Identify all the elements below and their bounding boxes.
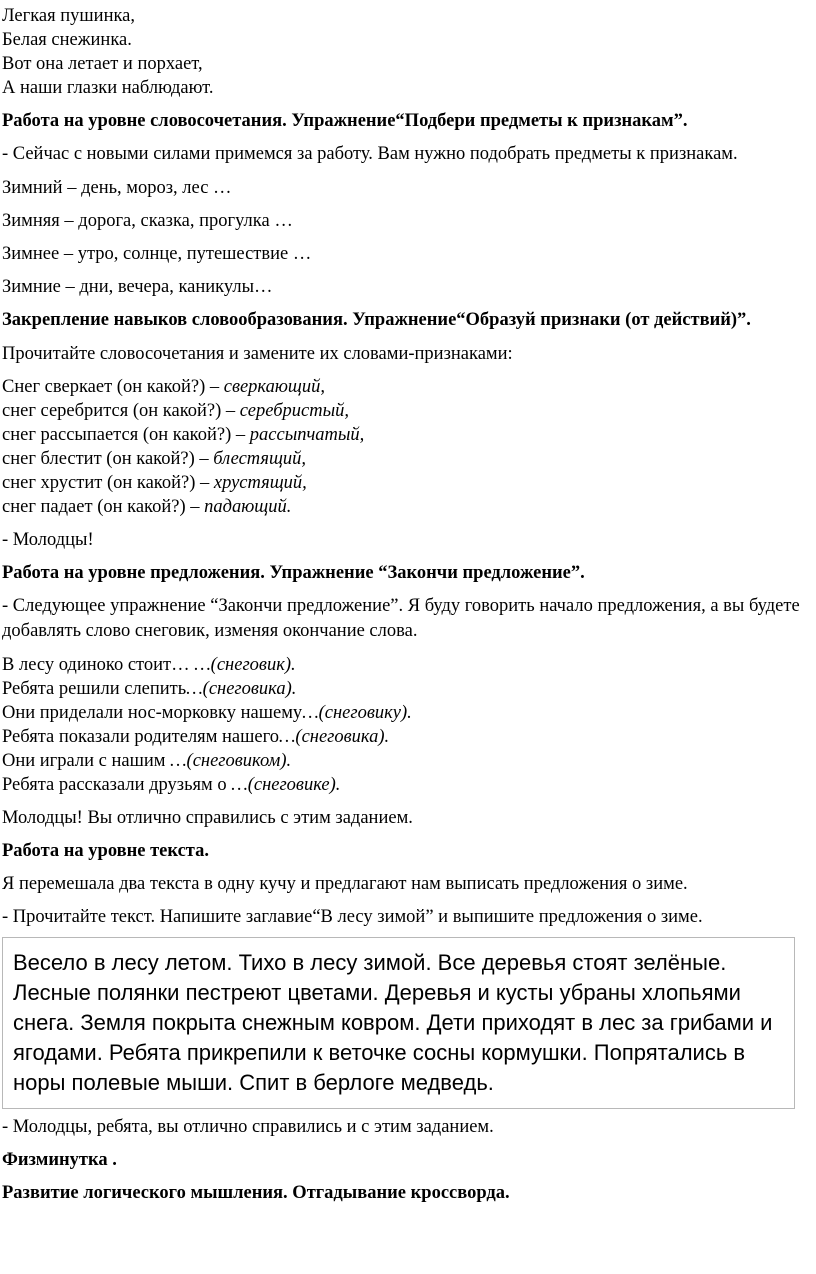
exercise-answer: …(снеговика). [186,679,297,699]
exercise-list [2,375,816,519]
exercise-question: снег рассыпается (он какой?) – [2,425,250,445]
exercise-row [2,701,816,725]
exercise-answer: блестящий, [213,449,307,469]
poem-line: Легкая пушинка, [2,6,136,26]
poem-line: Вот она летает и порхает, [2,54,203,74]
exercise-answer: …(снеговике). [231,775,341,795]
exercise-row [2,375,816,399]
mixed-text-box: Весело в лесу летом. Тихо в лесу зимой. Все деревья стоят зелёные. Лесные полянки пестреют цветами. Деревья и кусты убраны хлопьями снега. Земля покрыта снежным ковром. Дети приходят в лес за грибами и ягодами. Ребята прикрепили к веточке сосны кормушки. Попрятались в норы полевые мыши. Спит в берлоге медведь. [2,937,795,1109]
list-item: Зимний – день, мороз, лес … [2,178,232,198]
list-item: Зимняя – дорога, сказка, прогулка … [2,211,293,231]
exercise-answer: хрустящий, [213,473,307,493]
paragraph-intro: - Сейчас с новыми силами примемся за работу. Вам нужно подобрать предметы к признакам. [2,144,738,164]
exercise-row [2,399,816,423]
exercise-row [2,495,816,519]
exercise-question: Ребята решили слепить [2,679,187,699]
section-heading-phrase-level: Работа на уровне словосочетания. Упражнение“Подбери предметы к признакам”. [2,111,688,131]
exercise-answer: …(снеговика). [278,727,390,747]
exercise-question: Снег сверкает (он какой?) – [2,377,224,397]
poem-line: Белая снежинка. [2,30,132,50]
paragraph-intro: - Следующее упражнение “Закончи предложение”. Я буду говорить начало предложения, а вы будете добавлять слово снеговик, изменяя окончание слова. [2,596,800,641]
exercise-list [2,653,816,797]
exercise-row [2,423,816,447]
exercise-answer: серебристый, [239,401,349,421]
exercise-question: Ребята рассказали друзьям о [2,775,232,795]
exercise-question: Они играли с нашим [2,751,171,771]
exercise-row [2,677,816,701]
praise-text: - Молодцы! [2,530,94,550]
exercise-answer: …(снеговик). [194,655,296,675]
exercise-question: Они приделали нос-морковку нашему [2,703,303,723]
poem [2,4,816,100]
exercise-row [2,447,816,471]
exercise-row [2,725,816,749]
exercise-answer: …(снеговиком). [170,751,292,771]
list-item: Зимнее – утро, солнце, путешествие … [2,244,312,264]
praise-text: - Молодцы, ребята, вы отлично справились и с этим заданием. [2,1117,494,1137]
exercise-question: снег блестит (он какой?) – [2,449,214,469]
paragraph-intro: Прочитайте словосочетания и замените их словами-признаками: [2,344,513,364]
list-item: Зимние – дни, вечера, каникулы… [2,277,273,297]
paragraph-text: Я перемешала два текста в одну кучу и предлагают нам выписать предложения о зиме. [2,874,688,894]
section-heading-crossword: Развитие логического мышления. Отгадывание кроссворда. [2,1183,510,1203]
exercise-answer: рассыпчатый, [249,425,365,445]
exercise-row [2,471,816,495]
section-heading-physical-break: Физминутка . [2,1150,117,1170]
section-heading-text-level: Работа на уровне текста. [2,841,209,861]
poem-line: А наши глазки наблюдают. [2,78,214,98]
exercise-answer: сверкающий, [223,377,326,397]
exercise-question: Ребята показали родителям нашего [2,727,279,747]
paragraph-text: - Прочитайте текст. Напишите заглавие“В лесу зимой” и выпишите предложения о зиме. [2,907,703,927]
section-heading-sentence-level: Работа на уровне предложения. Упражнение “Закончи предложение”. [2,563,585,583]
exercise-question: В лесу одиноко стоит… [2,655,195,675]
section-heading-word-formation: Закрепление навыков словообразования. Упражнение“Образуй признаки (от действий)”. [2,310,751,330]
exercise-answer: …(снеговику). [302,703,412,723]
exercise-question: снег падает (он какой?) – [2,497,205,517]
exercise-row [2,653,816,677]
exercise-question: снег серебрится (он какой?) – [2,401,240,421]
exercise-question: снег хрустит (он какой?) – [2,473,214,493]
exercise-row [2,749,816,773]
exercise-answer: падающий. [204,497,292,517]
exercise-row [2,773,816,797]
praise-text: Молодцы! Вы отлично справились с этим заданием. [2,808,413,828]
